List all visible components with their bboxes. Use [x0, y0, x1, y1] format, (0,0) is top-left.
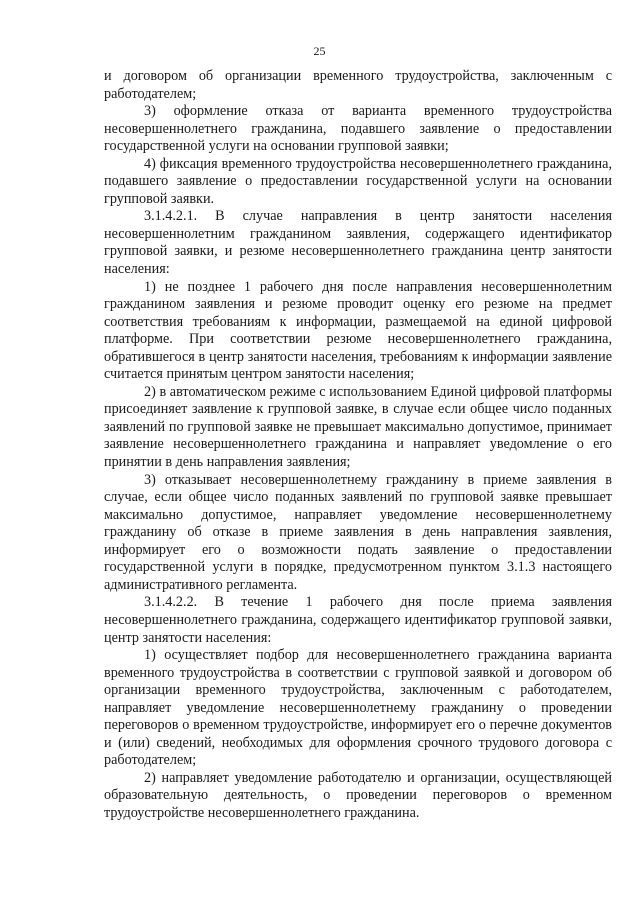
- paragraph: 1) осуществляет подбор для несовершеннолетнего гражданина варианта временного трудоустройства в соответствии с групповой заявкой и договором об организации временного трудоустройства, заключенным с работодателем, направляет уведомление несовершеннолетнему гражданину о проведении переговоров о временном трудоустройстве, информирует его о перечне документов и (или) сведений, необходимых для оформления срочного трудового договора с работодателем;: [104, 647, 612, 769]
- paragraph: и договором об организации временного трудоустройства, заключенным с работодателем;: [104, 68, 612, 102]
- paragraph: 4) фиксация временного трудоустройства несовершеннолетнего гражданина, подавшего заявление о предоставлении государственной услуги на основании групповой заявки.: [104, 155, 612, 207]
- paragraph: 3.1.4.2.2. В течение 1 рабочего дня после приема заявления несовершеннолетнего гражданина, содержащего идентификатор групповой заявки, центр занятости населения:: [104, 594, 612, 646]
- page-number: 25: [313, 44, 326, 58]
- paragraph: 2) направляет уведомление работодателю и организации, осуществляющей образовательную деятельность, о проведении переговоров о временном трудоустройстве несовершеннолетнего гражданина.: [104, 769, 612, 821]
- paragraph: 3.1.4.2.1. В случае направления в центр занятости населения несовершеннолетним гражданином заявления, содержащего идентификатор групповой заявки, и резюме несовершеннолетнего гражданина центр занятости населения:: [104, 208, 612, 278]
- paragraph: 1) не позднее 1 рабочего дня после направления несовершеннолетним гражданином заявления и резюме проводит оценку его резюме на предмет соответствия требованиям к информации, размещаемой на единой цифровой платформе. При соответствии резюме несовершеннолетнего гражданина, обратившегося в центр занятости населения, требованиям к информации заявление считается принятым центром занятости населения;: [104, 278, 612, 383]
- paragraph: 3) оформление отказа от варианта временного трудоустройства несовершеннолетнего гражданина, подавшего заявление о предоставлении государственной услуги на основании групповой заявки;: [104, 103, 612, 155]
- paragraph: 3) отказывает несовершеннолетнему гражданину в приеме заявления в случае, если общее число поданных заявлений по групповой заявке превышает максимально допустимое, направляет уведомление несовершеннолетнему гражданину об отказе в приеме заявления в день направления заявления, информирует его о возможности подать заявление о предоставлении государственной услуги в порядке, предусмотренном пунктом 3.1.3 настоящего административного регламента.: [104, 471, 612, 593]
- document-body: [104, 68, 612, 823]
- paragraph: 2) в автоматическом режиме с использованием Единой цифровой платформы присоединяет заявление к групповой заявке, в случае если общее число поданных заявлений по групповой заявке не превышает максимально допустимое, принимает заявление несовершеннолетнего гражданина и направляет уведомление о его принятии в день направления заявления;: [104, 383, 612, 471]
